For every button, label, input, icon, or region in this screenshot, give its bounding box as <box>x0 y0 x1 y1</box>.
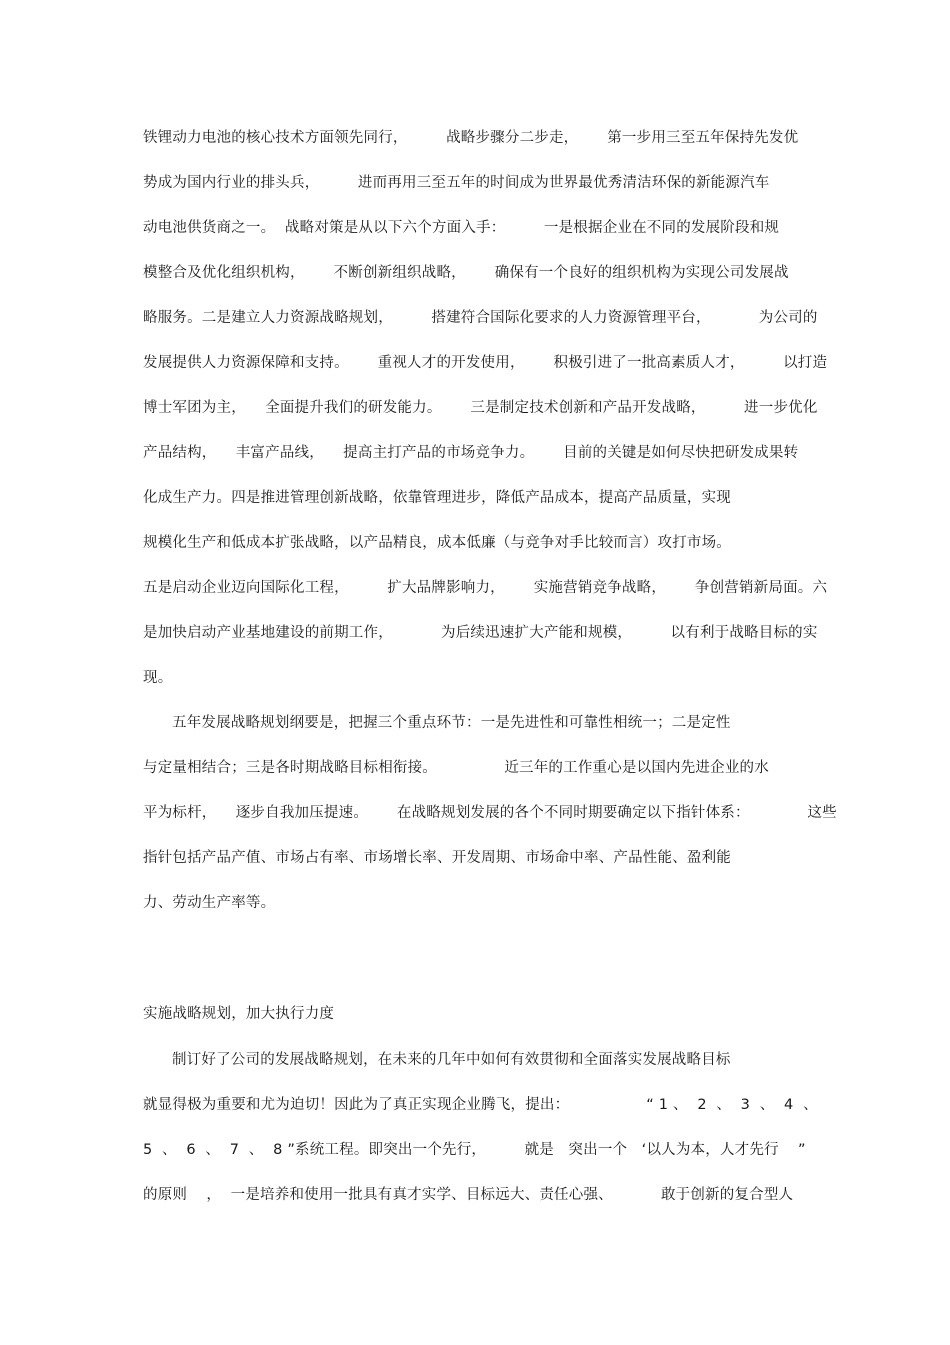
text-line: 势成为国内行业的排头兵， 进而再用三至五年的时间成为世界最优秀清洁环保的新能源汽车 <box>143 175 770 191</box>
text-line: 的原则 ， 一是培养和使用一批具有真才实学、目标远大、责任心强、 敢于创新的复合型人 <box>143 1187 794 1203</box>
text-line: 动电池供货商之一。 战略对策是从以下六个方面入手： 一是根据企业在不同的发展阶段和规 <box>143 220 780 236</box>
text-line: 力、劳动生产率等。 <box>143 895 276 911</box>
text-line: 五是启动企业迈向国际化工程， 扩大品牌影响力， 实施营销竞争战略， 争创营销新局面。六 <box>143 580 828 596</box>
text-line: 发展提供人力资源保障和支持。 重视人才的开发使用， 积极引进了一批高素质人才， 以打造 <box>143 355 828 371</box>
text-line: 五年发展战略规划纲要是，把握三个重点环节：一是先进性和可靠性相统一；二是定性 <box>172 715 731 731</box>
text-line: 化成生产力。四是推进管理创新战略，依靠管理进步，降低产品成本，提高产品质量，实现 <box>143 490 731 506</box>
text-line: 略服务。二是建立人力资源战略规划， 搭建符合国际化要求的人力资源管理平台， 为公司的 <box>143 310 818 326</box>
text-line: 5 、 6 、 7 、 8 ”系统工程。即突出一个先行， 就是 突出一个 ‘以人为本，人才先行 ” <box>143 1142 806 1158</box>
text-line: 规模化生产和低成本扩张战略，以产品精良，成本低廉（与竞争对手比较而言）攻打市场。 <box>143 535 731 551</box>
text-line: 就显得极为重要和尤为迫切！因此为了真正实现企业腾飞，提出： “ 1 、 2 、 3 、 4 、 <box>143 1097 818 1113</box>
text-line: 产品结构， 丰富产品线， 提高主打产品的市场竞争力。 目前的关键是如何尽快把研发成果转 <box>143 445 799 461</box>
text-line: 模整合及优化组织机构， 不断创新组织战略， 确保有一个良好的组织机构为实现公司发展战 <box>143 265 789 281</box>
text-line: 铁锂动力电池的核心技术方面领先同行， 战略步骤分二步走， 第一步用三至五年保持先发优 <box>143 130 799 146</box>
text-line: 制订好了公司的发展战略规划，在未来的几年中如何有效贯彻和全面落实发展战略目标 <box>172 1052 731 1068</box>
text-line: 博士军团为主， 全面提升我们的研发能力。 三是制定技术创新和产品开发战略， 进一步优化 <box>143 400 818 416</box>
text-line: 平为标杆， 逐步自我加压提速。 在战略规划发展的各个不同时期要确定以下指针体系： 这些 <box>143 805 837 821</box>
section-heading: 实施战略规划，加大执行力度 <box>143 1006 335 1022</box>
text-line: 指针包括产品产值、市场占有率、市场增长率、开发周期、市场命中率、产品性能、盈利能 <box>143 850 731 866</box>
text-line: 是加快启动产业基地建设的前期工作， 为后续迅速扩大产能和规模， 以有利于战略目标的实 <box>143 625 818 641</box>
text-line: 现。 <box>143 670 173 686</box>
text-line: 与定量相结合；三是各时期战略目标相衔接。 近三年的工作重心是以国内先进企业的水 <box>143 760 769 776</box>
